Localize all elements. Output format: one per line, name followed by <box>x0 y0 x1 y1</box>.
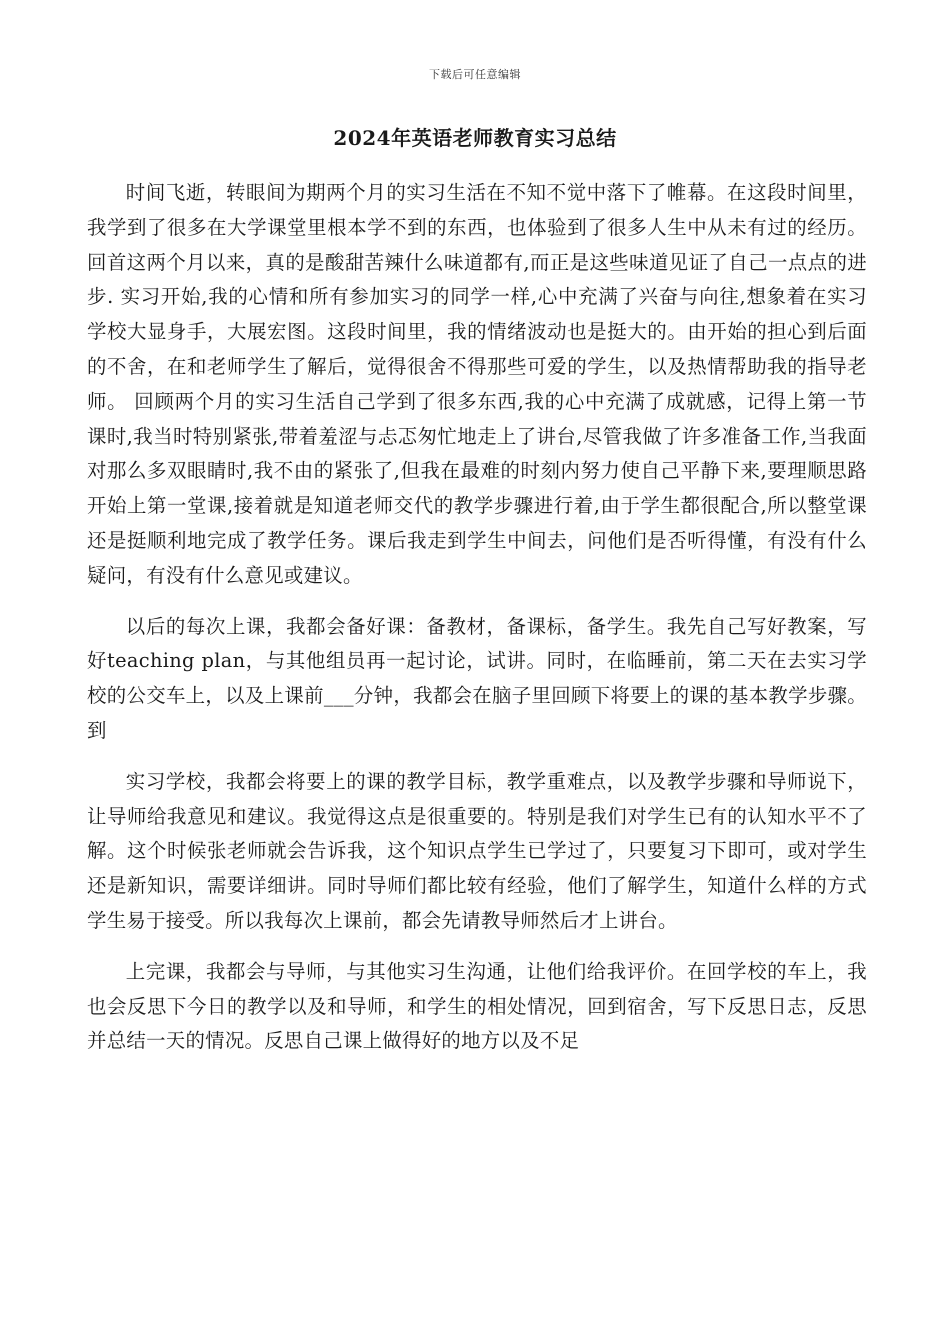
document-body <box>87 176 867 1075</box>
paragraph-4: 上完课，我都会与导师，与其他实习生沟通，让他们给我评价。在回学校的车上，我也会反思下今日的教学以及和导师，和学生的相处情况，回到宿舍，写下反思日志，反思并总结一天的情况。反思自己课上做得好的地方以及不足 <box>87 959 867 1053</box>
paragraph-2: 以后的每次上课，我都会备好课：备教材，备课标，备学生。我先自己写好教案，写好teaching plan，与其他组员再一起讨论，试讲。同时，在临睡前，第二天在去实习学校的公交车上，以及上课前___分钟，我都会在脑子里回顾下将要上的课的基本教学步骤。到 <box>87 614 867 742</box>
document-title: 2024年英语老师教育实习总结 <box>333 126 617 150</box>
paragraph-1: 时间飞逝，转眼间为期两个月的实习生活在不知不觉中落下了帷幕。在这段时间里，我学到了很多在大学课堂里根本学不到的东西，也体验到了很多人生中从未有过的经历。回首这两个月以来，真的是酸甜苦辣什么味道都有,而正是这些味道见证了自己一点点的进步. 实习开始,我的心情和所有参加实习的同学一样,心中充满了兴奋与向往,想象着在实习学校大显身手，大展宏图。这段时间里，我的情绪波动也是挺大的。由开始的担心到后面的不舍，在和老师学生了解后，觉得很舍不得那些可爱的学生，以及热情帮助我的指导老师。 回顾两个月的实习生活自己学到了很多东西,我的心中充满了成就感，记得上第一节课时,我当时特别紧张,带着羞涩与忐忑匆忙地走上了讲台,尽管我做了许多准备工作,当我面对那么多双眼睛时,我不由的紧张了,但我在最难的时刻内努力使自己平静下来,要理顺思路开始上第一堂课,接着就是知道老师交代的教学步骤进行着,由于学生都很配合,所以整堂课还是挺顺利地完成了教学任务。课后我走到学生中间去，问他们是否听得懂，有没有什么疑问，有没有什么意见或建议。 <box>87 181 867 587</box>
paragraph-3: 实习学校，我都会将要上的课的教学目标，教学重难点，以及教学步骤和导师说下，让导师给我意见和建议。我觉得这点是很重要的。特别是我们对学生已有的认知水平不了解。这个时候张老师就会告诉我，这个知识点学生已学过了，只要复习下即可，或对学生还是新知识，需要详细讲。同时导师们都比较有经验，他们了解学生，知道什么样的方式学生易于接受。所以我每次上课前，都会先请教导师然后才上讲台。 <box>87 769 867 932</box>
header-note: 下载后可任意编辑 <box>429 68 521 81</box>
